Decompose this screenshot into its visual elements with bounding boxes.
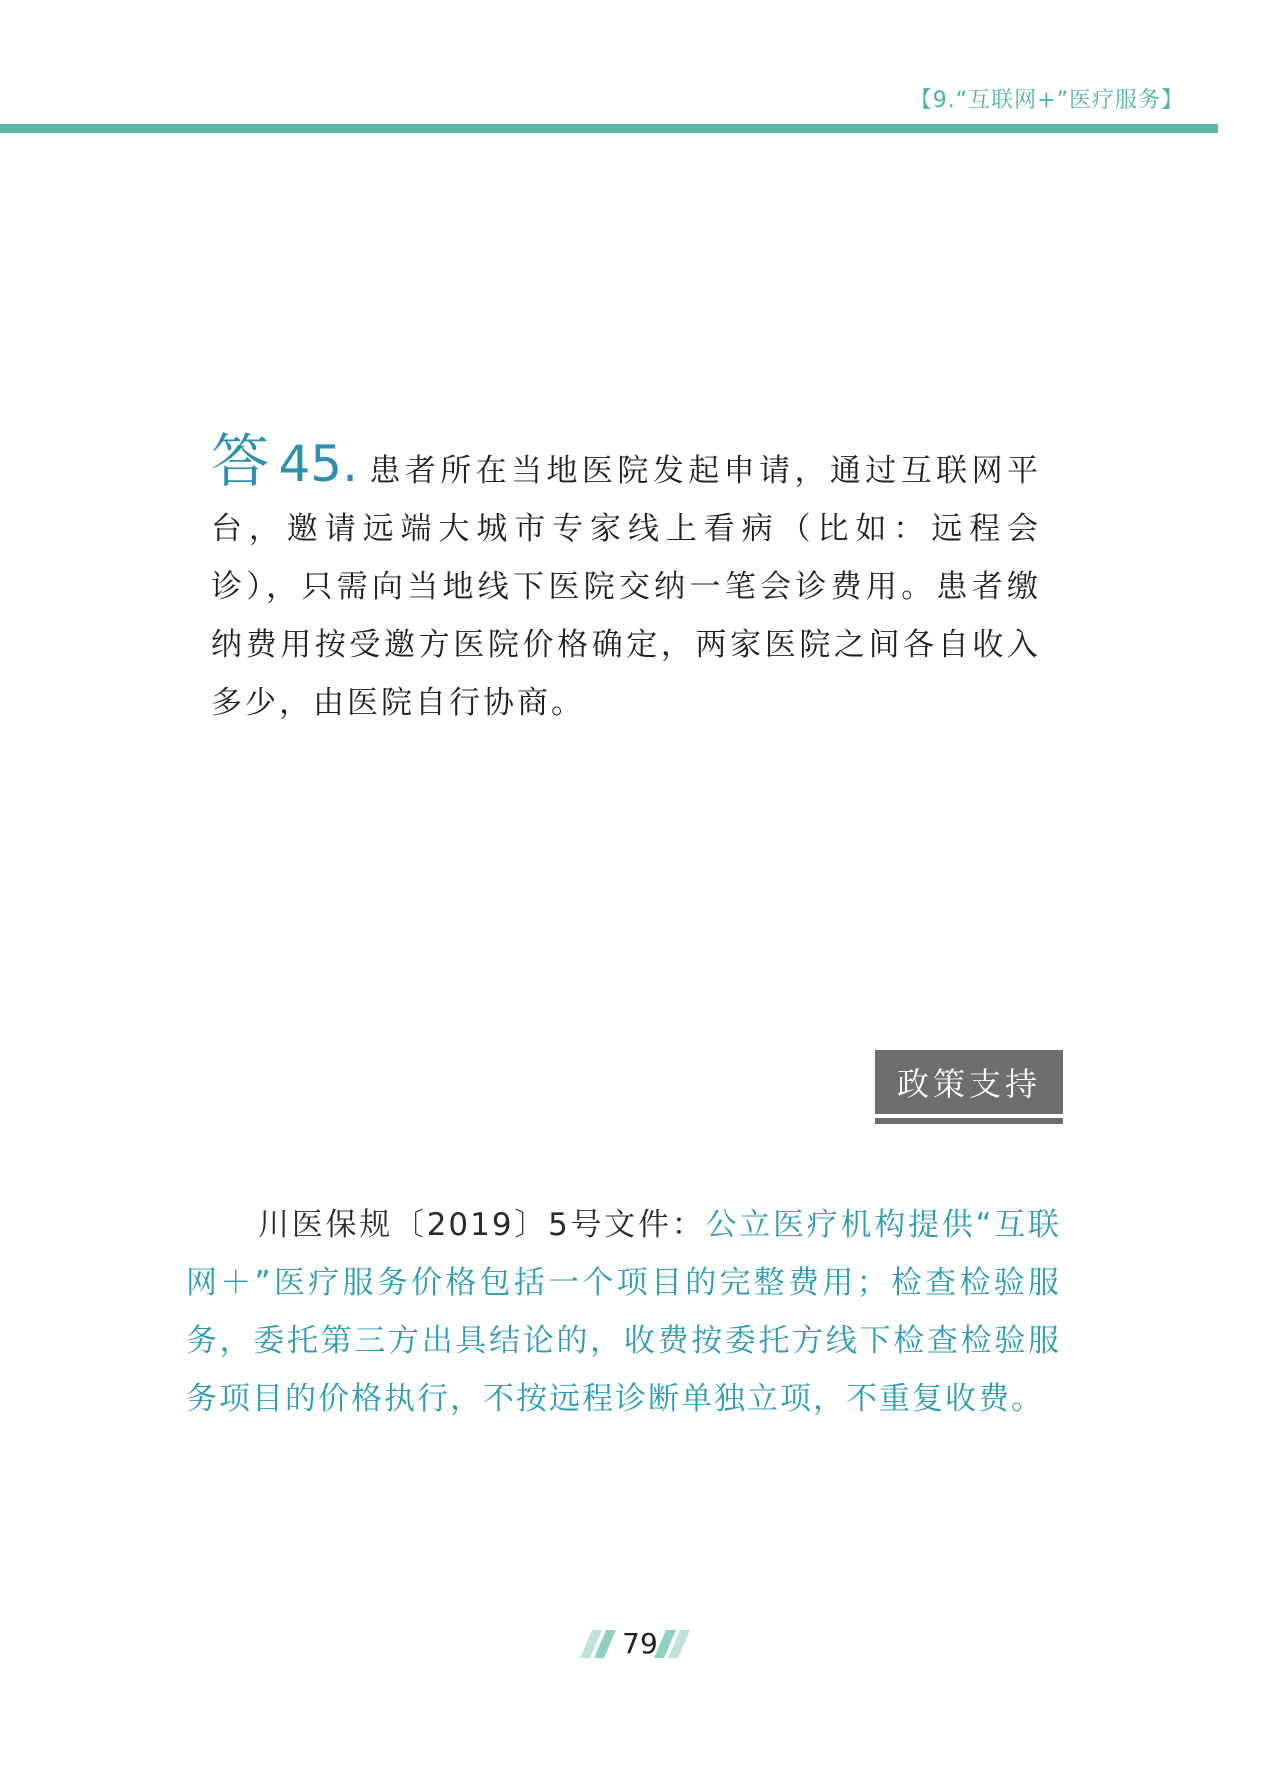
- page-number: 79: [622, 1627, 658, 1660]
- section-header-label: 【9.“互联网+”医疗服务】: [909, 88, 1184, 113]
- answer-label-char: 答: [211, 427, 271, 495]
- policy-paragraph: [186, 1196, 1061, 1428]
- policy-support-badge: 政策支持: [875, 1050, 1063, 1114]
- policy-body: 公立医疗机构提供“互联网＋”医疗服务价格包括一个项目的完整费用；检查检验服务，委托第三方出具结论的，收费按委托方线下检查检验服务项目的价格执行，不按远程诊断单独立项，不重复收费。: [186, 1207, 1061, 1417]
- answer-number: 45: [278, 435, 343, 493]
- page-footer: [580, 1624, 700, 1664]
- answer-number-dot: .: [342, 435, 358, 493]
- answer-label: [211, 427, 368, 495]
- answer-block: [211, 427, 1041, 732]
- policy-badge-underline: [875, 1118, 1063, 1124]
- header-divider: [0, 124, 1218, 133]
- policy-source: 川医保规〔2019〕5号文件：: [258, 1207, 706, 1243]
- answer-text: 患者所在当地医院发起申请，通过互联网平台，邀请远端大城市专家线上看病（比如：远程会诊），只需向当地线下医院交纳一笔会诊费用。患者缴纳费用按受邀方医院价格确定，两家医院之间各自收入多少，由医院自行协商。: [211, 453, 1041, 721]
